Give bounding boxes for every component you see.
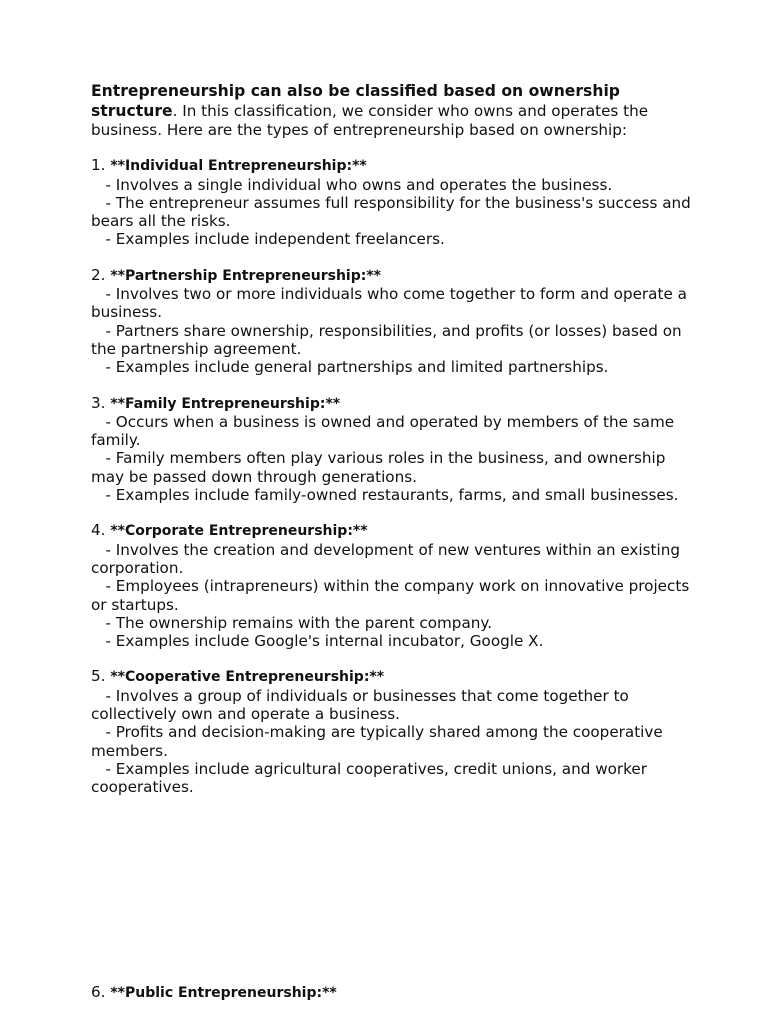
list-item: - Examples include independent freelancers. xyxy=(91,230,445,249)
intro-lead: Entrepreneurship can also be classified based on ownership structure xyxy=(91,82,620,120)
section-title: **Corporate Entrepreneurship:** xyxy=(110,523,368,540)
intro-paragraph xyxy=(91,81,691,139)
section-cooperative xyxy=(91,667,691,796)
section-heading xyxy=(91,394,691,413)
section-title: **Family Entrepreneurship:** xyxy=(110,395,341,412)
list-item: - Employees (intrapreneurs) within the company work on innovative projects or startups. xyxy=(91,577,695,614)
list-item: - Partners share ownership, responsibilities, and profits (or losses) based on the partnership agreement. xyxy=(91,321,687,358)
section-corporate xyxy=(91,521,695,651)
list-item: - Examples include agricultural cooperatives, credit unions, and worker cooperatives. xyxy=(91,759,652,797)
section-title: **Public Entrepreneurship:** xyxy=(110,985,337,1001)
list-item: - Involves the creation and development of new ventures within an existing corporation. xyxy=(91,540,685,577)
intro-text: . In this classification, we consider who owns and operates the business. Here are the types of entrepreneurship based on ownership: xyxy=(91,102,649,139)
section-number: 6. xyxy=(91,983,111,1001)
section-number: 4. xyxy=(91,521,111,540)
list-item: - Involves a single individual who owns and operates the business. xyxy=(91,175,613,194)
list-item: - Profits and decision-making are typically shared among the cooperative members. xyxy=(91,723,668,760)
section-heading xyxy=(91,266,691,285)
section-number: 3. xyxy=(91,393,111,412)
section-number: 1. xyxy=(91,156,111,175)
section-public xyxy=(91,983,337,1002)
list-item: - Occurs when a business is owned and operated by members of the same family. xyxy=(91,412,679,450)
list-item: - Examples include Google's internal incubator, Google X. xyxy=(91,632,544,651)
list-item: - Involves two or more individuals who come together to form and operate a business. xyxy=(91,285,692,322)
section-heading xyxy=(91,156,691,175)
list-item: - Examples include family-owned restaurants, farms, and small businesses. xyxy=(91,486,679,505)
section-partnership xyxy=(91,266,691,377)
section-title: **Partnership Entrepreneurship:** xyxy=(110,267,381,284)
section-title: **Cooperative Entrepreneurship:** xyxy=(110,669,385,686)
list-item: - Examples include general partnerships and limited partnerships. xyxy=(91,358,609,377)
list-item: - The ownership remains with the parent company. xyxy=(91,613,493,632)
document-body xyxy=(91,81,696,797)
section-heading xyxy=(91,667,691,686)
section-number: 5. xyxy=(91,667,111,686)
list-item: - Involves a group of individuals or businesses that come together to collectively own and operate a business. xyxy=(91,686,634,724)
section-family xyxy=(91,394,691,505)
section-heading xyxy=(91,521,691,540)
list-item: - The entrepreneur assumes full responsibility for the business's success and bears all the risks. xyxy=(91,193,696,231)
section-number: 2. xyxy=(91,265,111,284)
section-title: **Individual Entrepreneurship:** xyxy=(110,158,367,175)
list-item: - Family members often play various roles in the business, and ownership may be passed down through generations. xyxy=(91,449,671,486)
section-individual xyxy=(91,156,696,249)
